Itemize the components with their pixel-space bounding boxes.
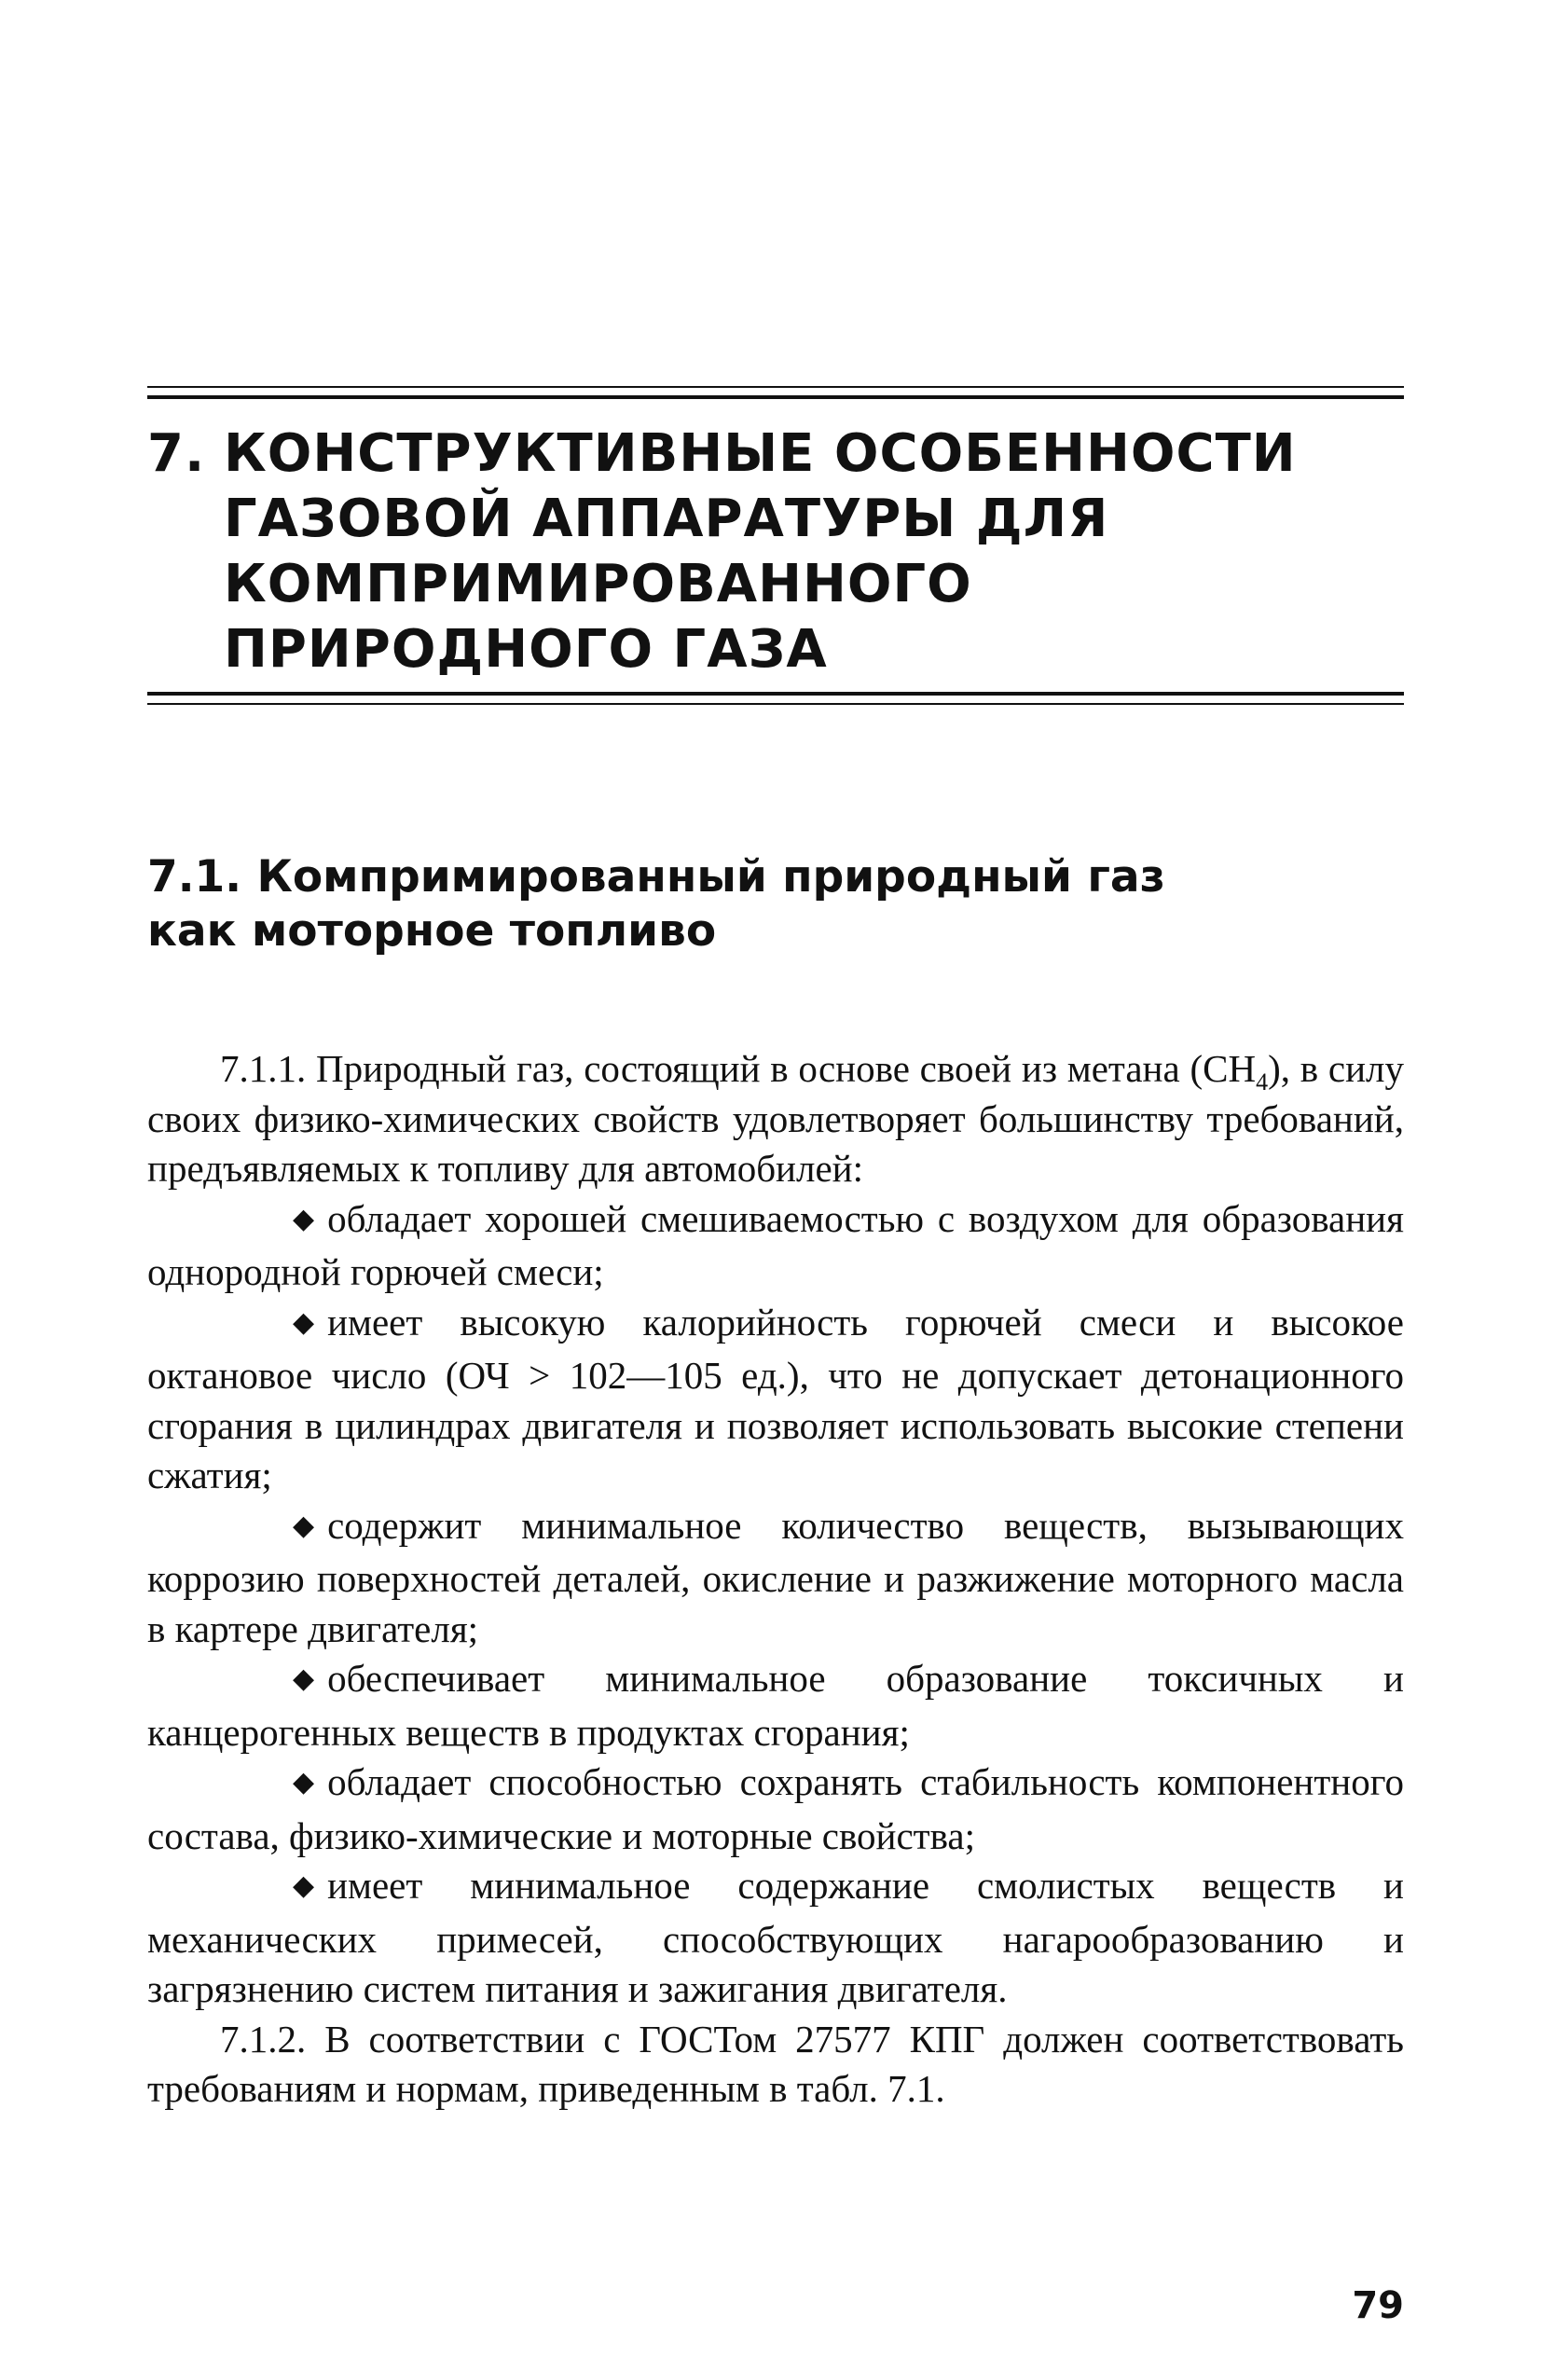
section-title-line: как моторное топливо [147,905,717,957]
diamond-bullet-icon: ◆ [293,1305,315,1339]
list-item-text: имеет минимальное содержание смолистых веществ и механических примесей, способствующих нагарообразованию и загрязнению систем питания и зажигания двигателя. [147,1864,1404,2010]
list-item-text: обладает хорошей смешиваемостью с воздухом для образования однородной горючей смеси; [147,1196,1404,1293]
paragraph-7-1-1 [147,1044,1404,1194]
chapter-title [147,421,1406,682]
chapter-title-line: КОНСТРУКТИВНЫЕ ОСОБЕННОСТИ [224,423,1297,484]
paragraph-text: ), в силу своих физико-химических свойств удовлетворяет большинству требований, предъявляемых к топливу для автомобилей: [147,1047,1404,1190]
page-number: 79 [1352,2284,1404,2327]
diamond-bullet-icon: ◆ [293,1509,315,1542]
list-item-text: содержит минимальное количество веществ, вызывающих коррозию поверхностей деталей, окисление и разжижение моторного масла в картере двигателя; [147,1503,1404,1650]
rule-line [147,692,1404,696]
paragraph-text: 7.1.1. Природный газ, состоящий в основе своей из метана (CH [220,1047,1257,1090]
diamond-bullet-icon: ◆ [293,1202,315,1235]
diamond-bullet-icon: ◆ [293,1766,315,1799]
rule-line [147,395,1404,399]
diamond-bullet-icon: ◆ [293,1869,315,1902]
list-item-text: имеет высокую калорийность горючей смеси и высокое октановое число (ОЧ > 102—105 ед.), что не допускает детонационного сгорания в цилиндрах двигателя и позволяет использовать высокие степени сжатия; [147,1300,1404,1496]
list-item [147,1654,1404,1757]
chapter-title-line: ПРИРОДНОГО ГАЗА [224,619,828,680]
list-item [147,1861,1404,2015]
list-item [147,1194,1404,1298]
bottom-double-rule [147,692,1404,712]
body-text [147,1044,1404,2115]
diamond-bullet-icon: ◆ [293,1662,315,1695]
chapter-title-line: КОМПРИМИРОВАННОГО [224,554,972,614]
rule-line [147,386,1404,388]
rule-line [147,703,1404,705]
chapter-number: 7. [147,423,206,484]
paragraph-7-1-2: 7.1.2. В соответствии с ГОСТом 27577 КПГ должен соответствовать требованиям и нормам, приведенным в табл. 7.1. [147,2017,1404,2110]
list-item [147,1757,1404,1861]
section-title [147,850,1406,958]
list-item-text: обеспечивает минимальное образование токсичных и канцерогенных веществ в продуктах сгорания; [147,1657,1404,1754]
section-title-line: 7.1. Компримированный природный газ [147,851,1165,903]
subscript: 4 [1256,1068,1269,1096]
chapter-title-line: ГАЗОВОЙ АППАРАТУРЫ ДЛЯ [224,489,1109,549]
list-item [147,1298,1404,1501]
list-item-text: обладает способностью сохранять стабильность компонентного состава, физико-химические и моторные свойства; [147,1760,1404,1857]
list-item [147,1501,1404,1655]
top-double-rule [147,386,1404,407]
